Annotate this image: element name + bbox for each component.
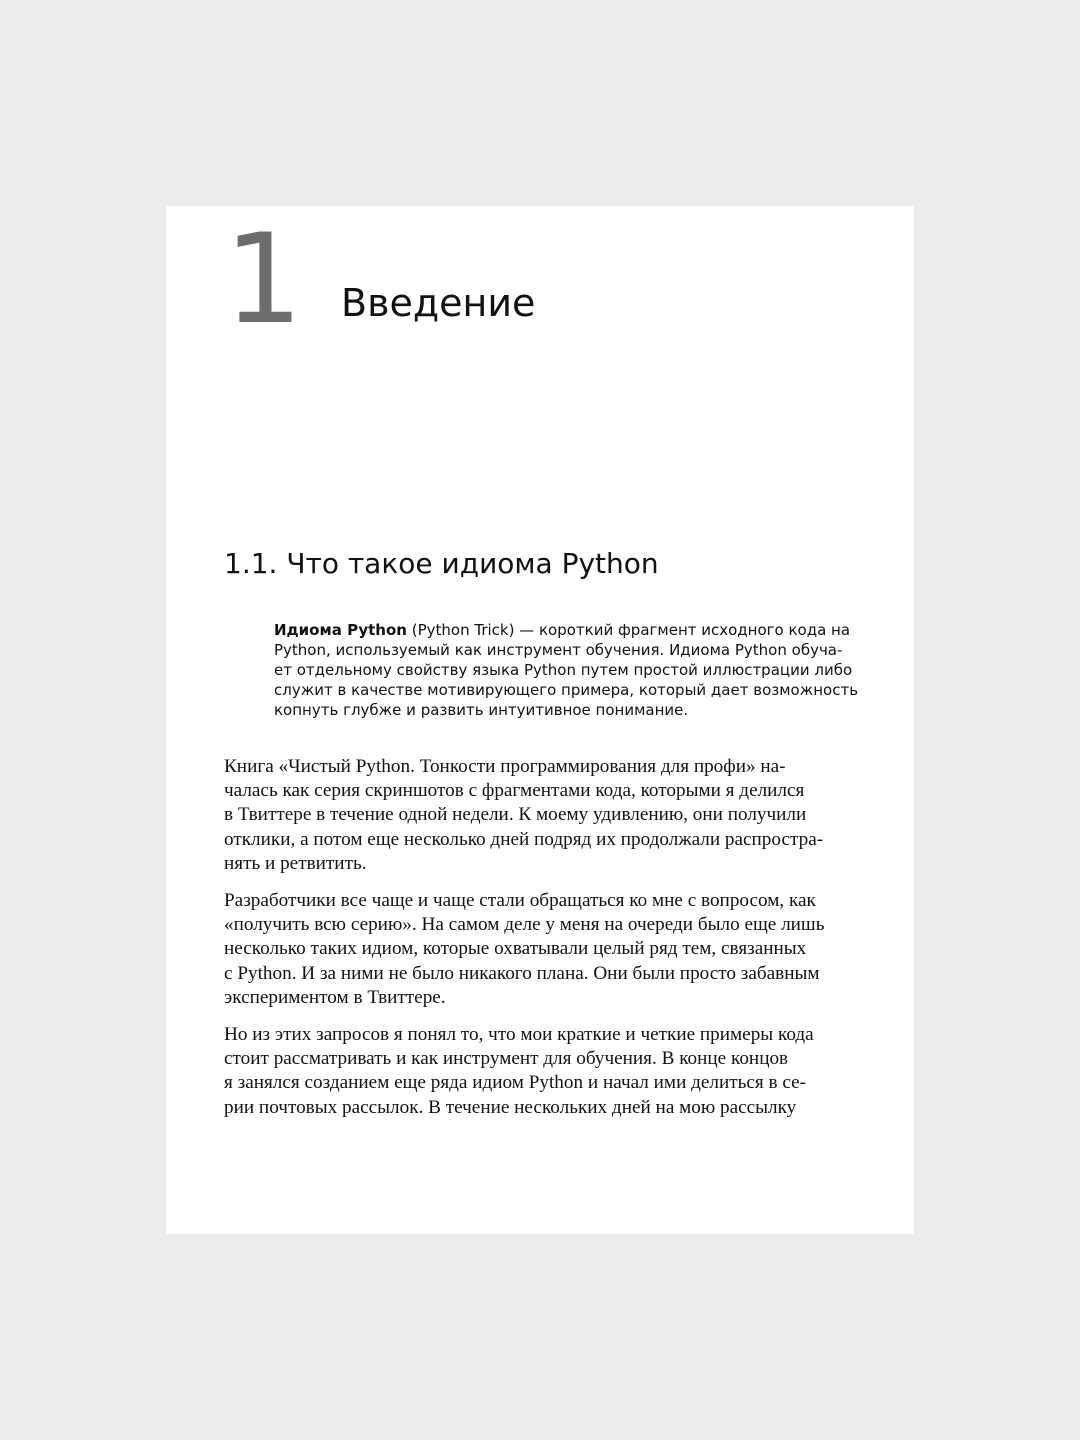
definition-term: Идиома Python (274, 621, 407, 639)
paragraph-line: экспериментом в Твиттере. (224, 986, 446, 1008)
paragraph-line: Но из этих запросов я понял то, что мои краткие и четкие примеры кода (224, 1024, 814, 1046)
paragraph-line: с Python. И за ними не было никакого плана. Они были просто забавным (224, 962, 820, 984)
paragraph-line: «получить всю серию». На самом деле у меня на очереди было еще лишь (224, 914, 825, 936)
definition-line: служит в качестве мотивирующего примера, который дает возможность (274, 681, 859, 699)
definition-block (274, 620, 859, 720)
paragraph-3 (224, 1023, 872, 1120)
definition-line (274, 620, 851, 640)
paragraph-line: я занялся созданием еще ряда идиом Python и начал ими делиться в се- (224, 1072, 807, 1094)
paragraph-line: рии почтовых рассылок. В течение нескольких дней на мою рассылку (224, 1096, 797, 1118)
chapter-number: 1 (224, 208, 301, 352)
paragraph-line: в Твиттере в течение одной недели. К моему удивлению, они получили (224, 804, 807, 826)
paragraph-line: Книга «Чистый Python. Тонкости программирования для профи» на- (224, 756, 786, 777)
paragraph-line: Разработчики все чаще и чаще стали обращаться ко мне с вопросом, как (224, 890, 816, 912)
paragraph-line: стоит рассматривать и как инструмент для обучения. В конце концов (224, 1048, 789, 1070)
chapter-title: Введение (341, 281, 536, 325)
definition-line: Python, используемый как инструмент обучения. Идиома Python обуча- (274, 641, 843, 659)
body-text (224, 755, 872, 1133)
paragraph-2 (224, 889, 872, 1010)
definition-text: (Python Trick) — короткий фрагмент исходного кода на (406, 621, 851, 639)
definition-line: ет отдельному свойству языка Python путем простой иллюстрации либо (274, 661, 853, 679)
paragraph-1 (224, 755, 872, 876)
paragraph-line: отклики, а потом еще несколько дней подряд их продолжали распростра- (224, 828, 824, 850)
paragraph-line: нять и ретвитить. (224, 852, 367, 874)
paragraph-line: чалась как серия скриншотов с фрагментами кода, которыми я делился (224, 780, 805, 802)
definition-line: копнуть глубже и развить интуитивное понимание. (274, 701, 689, 719)
section-title: 1.1. Что такое идиома Python (224, 547, 659, 580)
paragraph-line: несколько таких идиом, которые охватывали целый ряд тем, связанных (224, 938, 807, 960)
